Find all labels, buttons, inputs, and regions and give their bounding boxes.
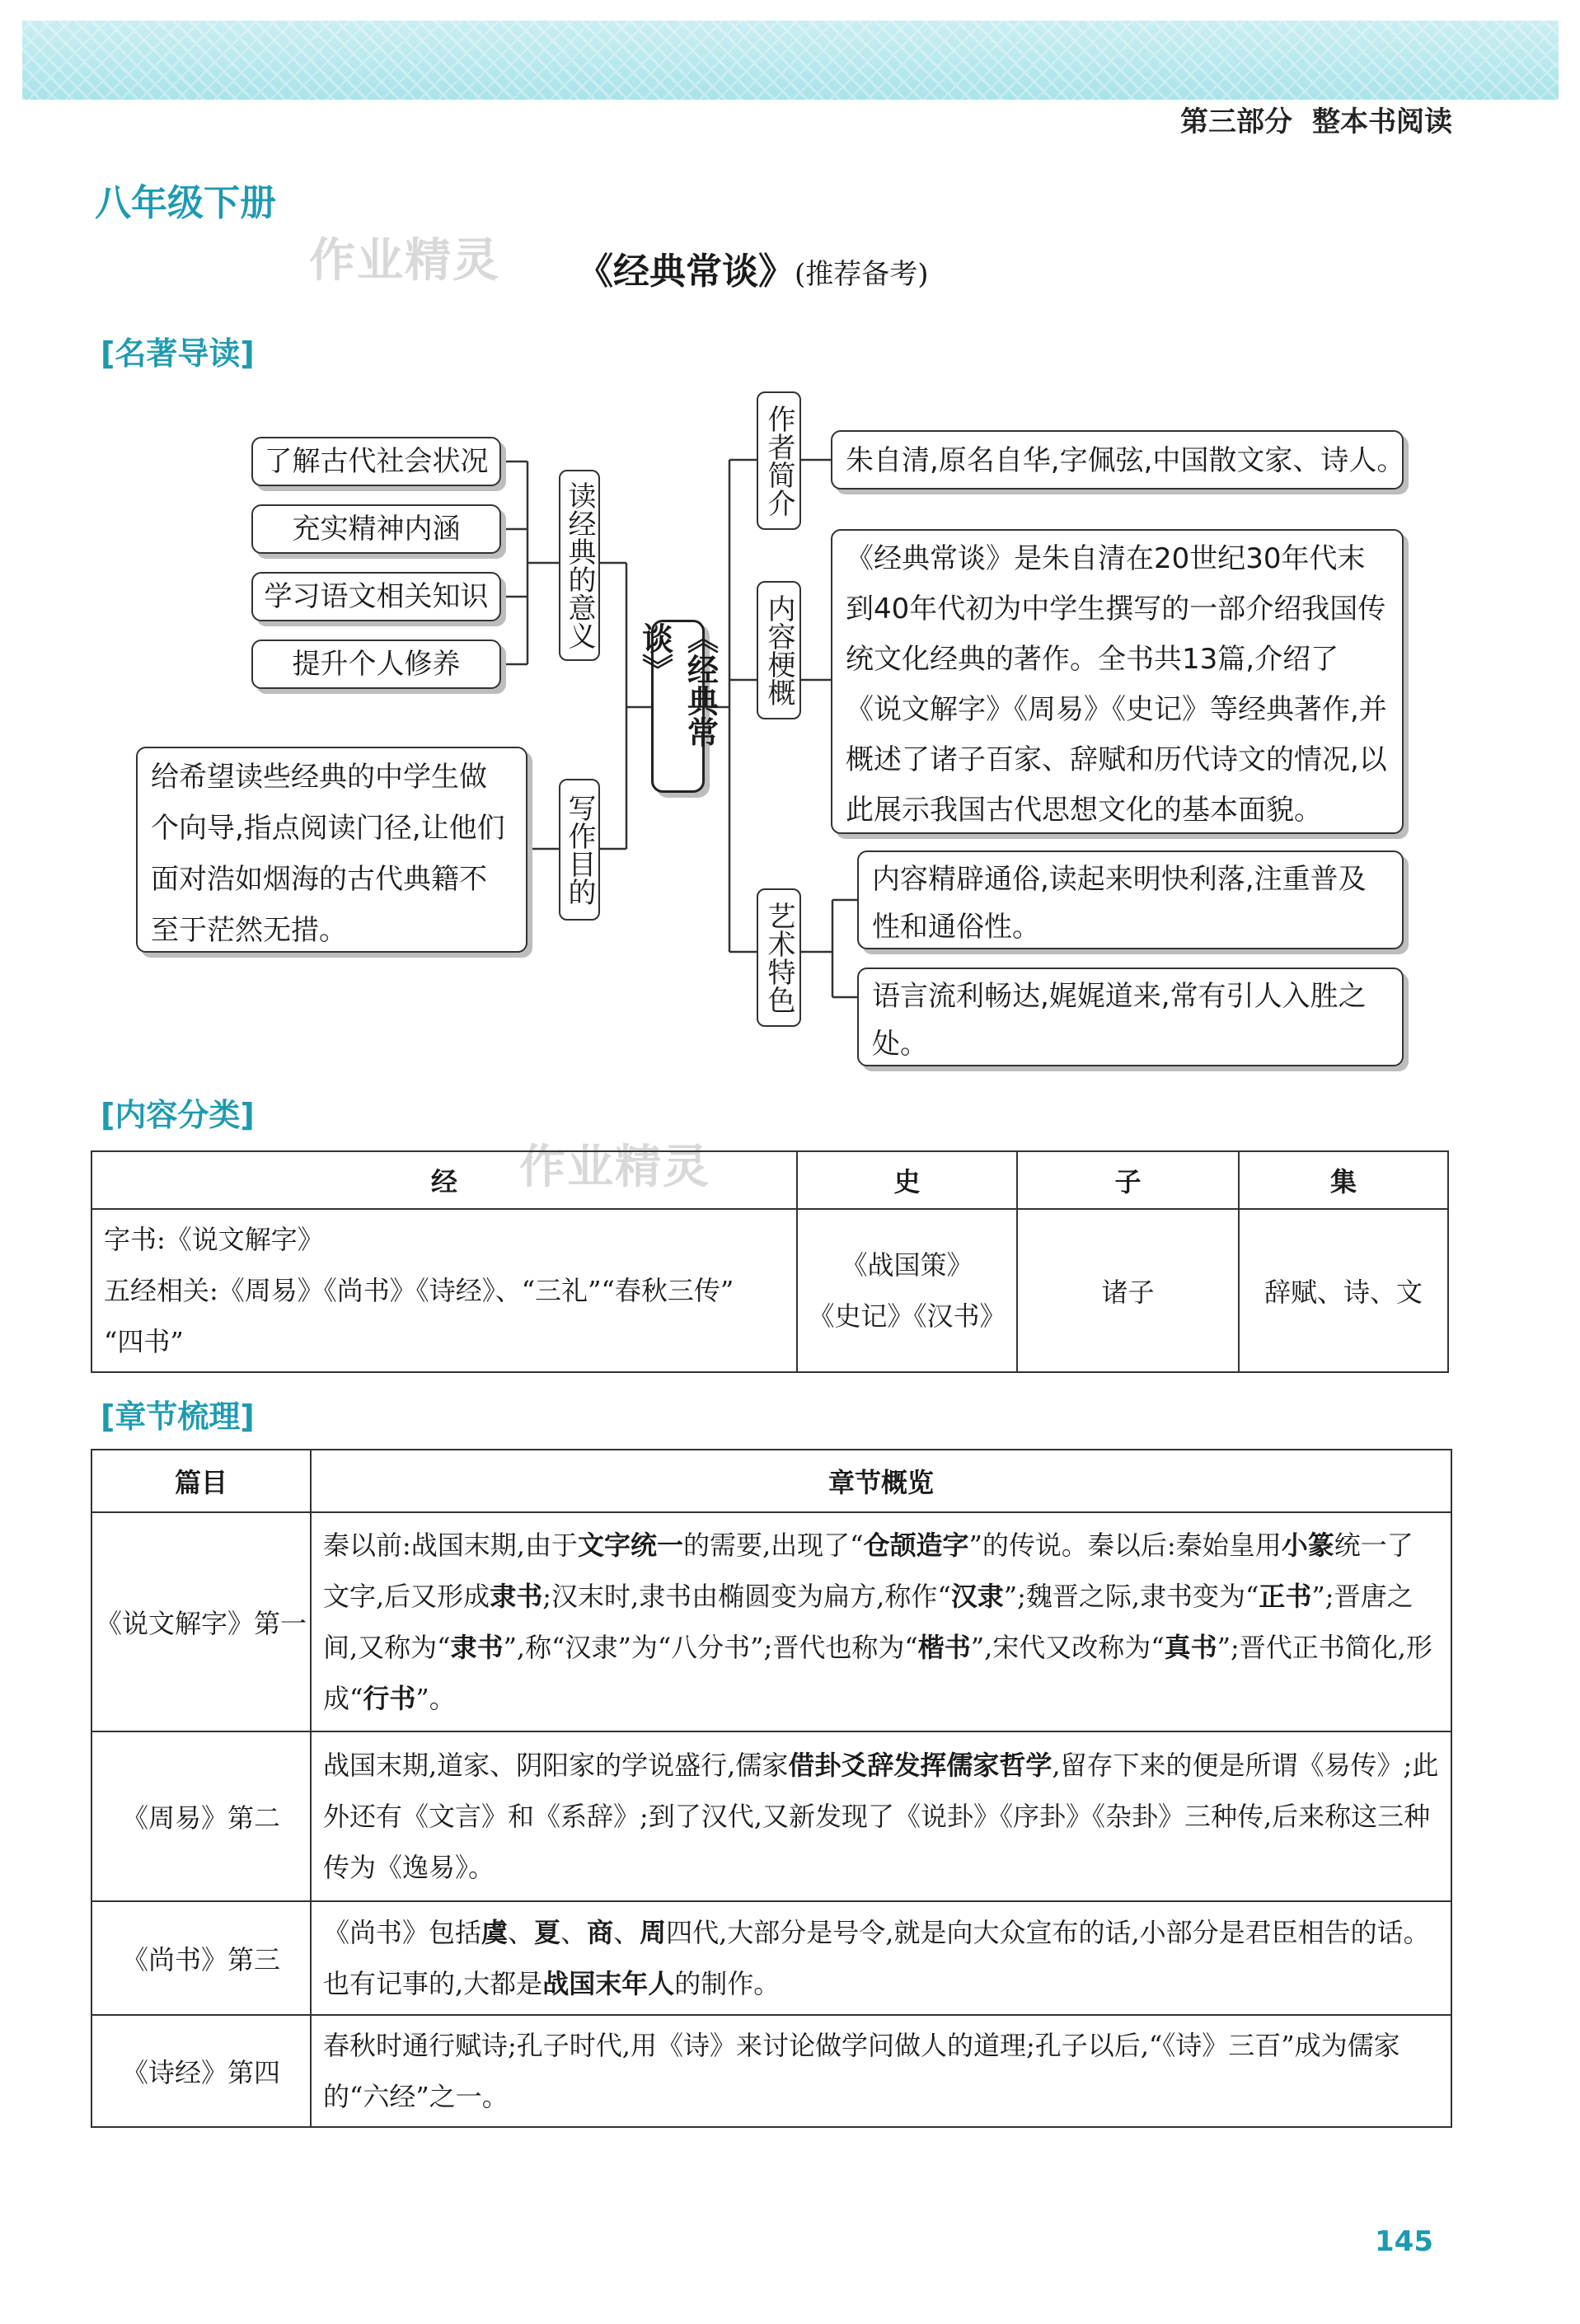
meaning-item-4: 提升个人修养 bbox=[251, 640, 501, 689]
grade-heading: 八年级下册 bbox=[95, 182, 276, 224]
chapter-title: 《诗经》第四 bbox=[91, 2015, 311, 2127]
chapter-table bbox=[91, 1449, 1452, 2128]
chapter-row bbox=[91, 2015, 1451, 2127]
art-item-1: 内容精辟通俗,读起来明快利落,注重普及性和通俗性。 bbox=[857, 850, 1404, 949]
chapter-overview: 春秋时通行赋诗;孔子时代,用《诗》来讨论做学问做人的道理;孔子以后,“《诗》三百”成为儒家的“六经”之一。 bbox=[311, 2015, 1451, 2127]
header-shi: 史 bbox=[797, 1151, 1017, 1209]
jing-line-3: “四书” bbox=[104, 1326, 184, 1357]
book-subtitle: (推荐备考) bbox=[795, 258, 929, 291]
book-title-text: 《经典常谈》 bbox=[577, 251, 795, 293]
meaning-item-3: 学习语文相关知识 bbox=[251, 572, 501, 621]
art-label: 艺术特色 bbox=[757, 888, 801, 1027]
header-jing: 经 bbox=[91, 1151, 797, 1209]
watermark: 作业精灵 bbox=[309, 234, 500, 288]
chapter-title: 《说文解字》第一 bbox=[91, 1512, 311, 1731]
chapter-row bbox=[91, 1731, 1451, 1901]
purpose-text: 给希望读些经典的中学生做个向导,指点阅读门径,让他们面对浩如烟海的古代典籍不至于茫然无措。 bbox=[136, 747, 527, 953]
classify-table bbox=[91, 1150, 1449, 1373]
art-item-2: 语言流利畅达,娓娓道来,常有引人入胜之处。 bbox=[857, 968, 1404, 1066]
header-ji: 集 bbox=[1239, 1151, 1448, 1209]
jing-line-1: 字书:《说文解字》 bbox=[104, 1224, 324, 1255]
part-title: 整本书阅读 bbox=[1312, 105, 1452, 138]
author-label: 作者简介 bbox=[757, 391, 801, 530]
header-zi: 子 bbox=[1017, 1151, 1239, 1209]
shi-line-1: 《战国策》 bbox=[841, 1249, 973, 1281]
cell-ji: 辞赋、诗、文 bbox=[1239, 1209, 1448, 1372]
classify-row bbox=[91, 1209, 1448, 1372]
chapter-header-row bbox=[91, 1450, 1451, 1512]
section-guide: [名著导读] bbox=[101, 335, 255, 372]
watermark-2: 作业精灵 bbox=[519, 1141, 710, 1194]
chapter-overview: 战国末期,道家、阴阳家的学说盛行,儒家借卦爻辞发挥儒家哲学,留存下来的便是所谓《易传》;此外还有《文言》和《系辞》;到了汉代,又新发现了《说卦》《序卦》《杂卦》三种传,后来称这三种传为《逸易》。 bbox=[311, 1731, 1451, 1901]
chapter-row bbox=[91, 1512, 1451, 1731]
section-classify: [内容分类] bbox=[101, 1097, 255, 1133]
chapter-row bbox=[91, 1901, 1451, 2015]
chapter-overview: 《尚书》包括虞、夏、商、周四代,大部分是号令,就是向大众宣布的话,小部分是君臣相告的话。也有记事的,大都是战国末年人的制作。 bbox=[311, 1901, 1451, 2015]
meaning-item-1: 了解古代社会状况 bbox=[251, 437, 501, 486]
meaning-item-2: 充实精神内涵 bbox=[251, 504, 501, 554]
classify-header-row bbox=[91, 1151, 1448, 1209]
cell-shi bbox=[797, 1209, 1017, 1372]
chapter-title: 《周易》第二 bbox=[91, 1731, 311, 1901]
cell-jing bbox=[91, 1209, 797, 1372]
page-number: 145 bbox=[1375, 2225, 1433, 2258]
chapter-overview: 秦以前:战国末期,由于文字统一的需要,出现了“仓颉造字”的传说。秦以后:秦始皇用小篆统一了文字,后又形成隶书;汉末时,隶书由椭圆变为扁方,称作“汉隶”;魏晋之际,隶书变为“正书”;晋唐之间,又称为“隶书”,称“汉隶”为“八分书”;晋代也称为“楷书”,宋代又改称为“真书”;晋代正书简化,形成“行书”。 bbox=[311, 1512, 1451, 1731]
shi-line-2: 《史记》《汉书》 bbox=[808, 1300, 1006, 1332]
mindmap-center: 《经典常谈》 bbox=[651, 620, 705, 793]
chapter-title: 《尚书》第三 bbox=[91, 1901, 311, 2015]
content-text: 《经典常谈》是朱自清在20世纪30年代末到40年代初为中学生撰写的一部介绍我国传统文化经典的著作。全书共13篇,介绍了《说文解字》《周易》《史记》等经典著作,并概述了诸子百家、辞赋和历代诗文的情况,以此展示我国古代思想文化的基本面貌。 bbox=[831, 529, 1404, 834]
meaning-label: 读经典的意义 bbox=[559, 470, 600, 661]
purpose-label: 写作目的 bbox=[559, 779, 600, 921]
section-chapters: [章节梳理] bbox=[101, 1399, 255, 1435]
part-label: 第三部分 bbox=[1180, 105, 1292, 138]
content-label: 内容梗概 bbox=[757, 581, 801, 719]
jing-line-2: 五经相关:《周易》《尚书》《诗经》、“三礼”“春秋三传” bbox=[104, 1275, 734, 1306]
author-text: 朱自清,原名自华,字佩弦,中国散文家、诗人。 bbox=[831, 430, 1404, 490]
header-overview: 章节概览 bbox=[311, 1450, 1451, 1512]
cell-zi: 诸子 bbox=[1017, 1209, 1239, 1372]
header-title: 篇目 bbox=[91, 1450, 311, 1512]
